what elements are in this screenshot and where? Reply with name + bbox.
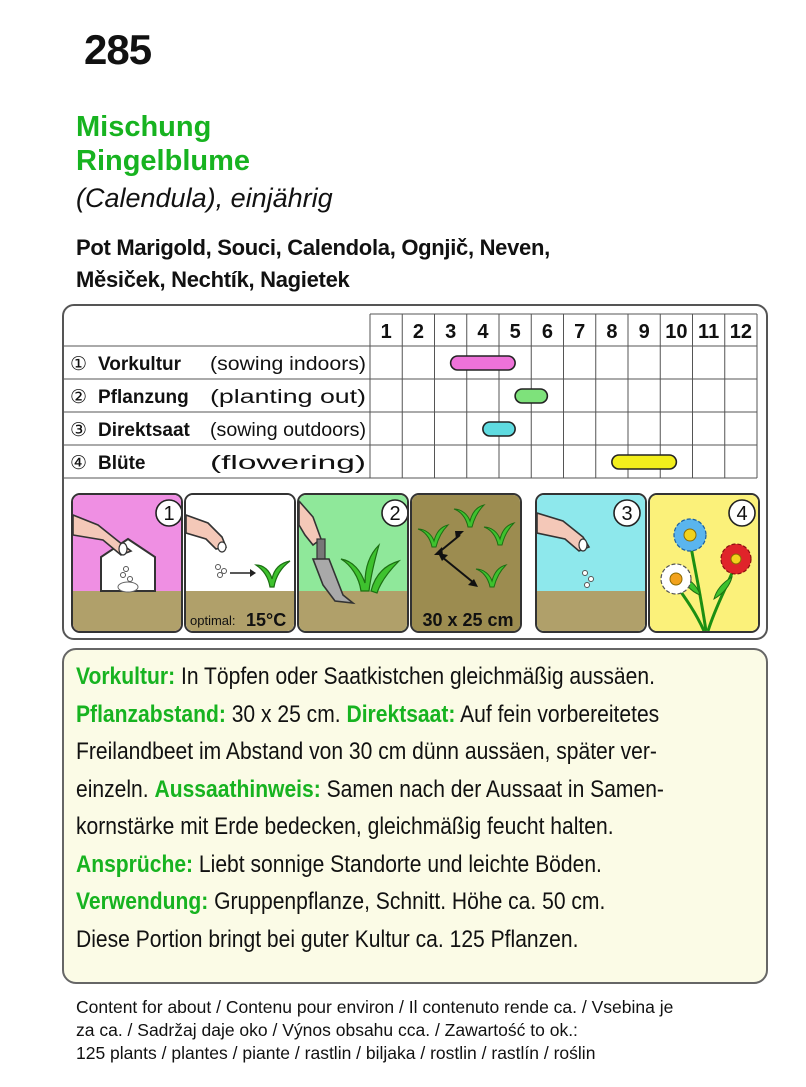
month-header: 9 <box>638 321 650 343</box>
row-name: Blüte <box>98 453 146 474</box>
planting-out-icon <box>299 495 409 633</box>
sowing-calendar <box>64 306 766 488</box>
month-header: 11 <box>698 321 720 343</box>
text-ansprueche: Liebt sonnige Standorte und leichte Böden. <box>193 850 602 878</box>
month-header: 7 <box>574 321 586 343</box>
flowering-icon <box>650 495 760 633</box>
sowing-calendar-panel <box>62 304 768 640</box>
temperature-caption-value: 15°C <box>246 610 287 630</box>
pictogram-sowing-outdoors <box>535 493 647 633</box>
month-header: 6 <box>541 321 553 343</box>
row-translation: (planting out) <box>210 387 366 408</box>
month-header: 10 <box>665 321 688 343</box>
footer-line-3: 125 plants / plantes / piante / rastlin / biljaka / rostlin / rastlín / roślin <box>76 1043 596 1063</box>
keyword-aussaathinweis: Aussaathinweis: <box>154 775 321 803</box>
sowing-outdoors-icon <box>537 495 647 633</box>
plant-spacing-icon <box>412 495 522 633</box>
row-name: Vorkultur <box>98 354 182 375</box>
step-number-3: 3 <box>621 503 633 525</box>
text-direktsaat-end: einzeln. <box>76 775 155 803</box>
row-translation: (flowering) <box>210 453 366 474</box>
row-marker: ② <box>70 386 88 408</box>
keyword-direktsaat: Direktsaat: <box>346 700 456 728</box>
month-header: 1 <box>380 321 392 343</box>
pictogram-plant-spacing <box>410 493 522 633</box>
white-flower-icon <box>661 564 691 594</box>
period-bar <box>515 389 547 403</box>
sowing-indoors-icon <box>73 495 183 633</box>
row-marker: ④ <box>70 452 88 474</box>
row-marker: ③ <box>70 419 88 441</box>
page-number: 285 <box>84 26 152 73</box>
row-name: Pflanzung <box>98 387 189 408</box>
instruction-line-1 <box>76 658 661 696</box>
keyword-verwendung: Verwendung: <box>76 888 209 915</box>
month-header: 2 <box>412 321 424 343</box>
pictogram-germination <box>184 493 296 633</box>
month-header: 3 <box>445 321 457 343</box>
instruction-line-7 <box>76 883 661 921</box>
step-number-4: 4 <box>736 503 748 525</box>
period-bar <box>612 455 677 469</box>
footer-line-2: za ca. / Sadržaj daje oko / Výnos obsahu cca. / Zawartość to ok.: <box>76 1020 578 1040</box>
row-translation: (sowing outdoors) <box>210 420 366 441</box>
row-translation: (sowing indoors) <box>210 354 366 375</box>
instruction-line-4 <box>76 771 664 809</box>
temperature-caption-prefix: optimal: <box>190 613 236 628</box>
growing-instructions <box>62 648 768 984</box>
footer-line-1: Content for about / Contenu pour environ / Il contenuto rende ca. / Vsebina je <box>76 997 674 1017</box>
text-pflanzabstand: 30 x 25 cm. <box>225 700 347 728</box>
row-marker: ① <box>70 353 88 375</box>
spacing-caption: 30 x 25 cm <box>422 610 514 630</box>
keyword-vorkultur: Vorkultur: <box>76 663 176 690</box>
step-number-2: 2 <box>389 503 401 525</box>
month-header: 4 <box>477 321 489 343</box>
keyword-ansprueche: Ansprüche: <box>76 850 194 878</box>
instruction-line-8: Diese Portion bringt bei guter Kultur ca. 125 Pflanzen. <box>76 925 579 953</box>
row-name: Direktsaat <box>98 420 190 441</box>
instruction-line-3: Freilandbeet im Abstand von 30 cm dünn aussäen, später ver- <box>76 738 657 765</box>
text-vorkultur: In Töpfen oder Saatkistchen gleichmäßig aussäen. <box>175 663 655 690</box>
germination-temperature-icon <box>186 495 296 633</box>
instruction-line-6 <box>76 846 661 884</box>
instruction-line-2 <box>76 696 661 734</box>
title-line-1: Mischung <box>76 111 212 143</box>
common-names <box>76 232 696 296</box>
blue-flower-icon <box>674 519 706 551</box>
month-header: 5 <box>509 321 521 343</box>
latin-name: (Calendula), einjährig <box>76 183 333 213</box>
pictogram-sowing-indoors <box>71 493 183 633</box>
text-verwendung: Gruppenpflanze, Schnitt. Höhe ca. 50 cm. <box>208 888 606 915</box>
text-direktsaat: Auf fein vorbereitetes <box>455 700 660 728</box>
period-bar <box>451 356 516 370</box>
title-line-2: Ringelblume <box>76 145 251 177</box>
instruction-line-5: kornstärke mit Erde bedecken, gleichmäßig feucht halten. <box>76 813 614 840</box>
pictogram-flowering <box>648 493 760 633</box>
keyword-pflanzabstand: Pflanzabstand: <box>76 700 226 728</box>
red-flower-icon <box>721 544 751 574</box>
period-bar <box>483 422 515 436</box>
month-header: 12 <box>729 321 752 343</box>
common-names-line-1: Pot Marigold, Souci, Calendola, Ognjič, Neven, <box>76 235 550 260</box>
content-footer <box>76 996 776 1065</box>
step-number-1: 1 <box>163 503 175 525</box>
product-title <box>76 110 250 178</box>
text-aussaathinweis: Samen nach der Aussaat in Samen- <box>320 775 664 803</box>
pictogram-planting-out <box>297 493 409 633</box>
common-names-line-2: Měsiček, Nechtík, Nagietek <box>76 267 350 292</box>
month-header: 8 <box>606 321 618 343</box>
